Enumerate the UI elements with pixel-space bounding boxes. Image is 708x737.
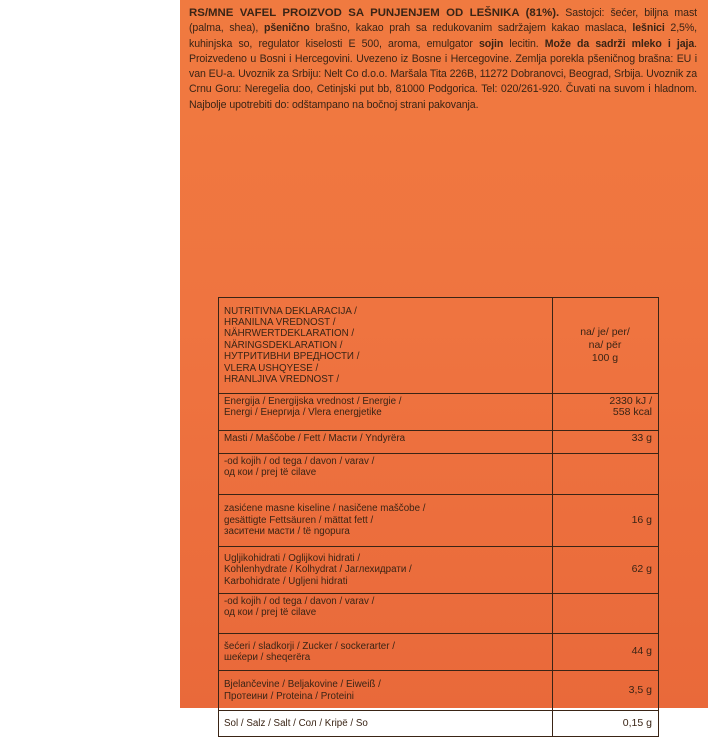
nutrient-label bbox=[219, 594, 553, 634]
ingredients-segment: lecitin. bbox=[503, 37, 545, 50]
header-line: HRANILNA VREDNOST / bbox=[224, 316, 336, 328]
unit-header bbox=[553, 298, 659, 394]
ingredients-segment: 2,5%, kuhinjska so, regulator kiselosti E 500, aroma, emulgator bbox=[189, 22, 698, 50]
nutrient-label-line: gesättigte Fettsäuren / mättat fett / bbox=[224, 514, 374, 526]
nutrient-row bbox=[219, 634, 659, 671]
ingredients-text bbox=[189, 6, 697, 113]
unit-line: 100 g bbox=[591, 352, 619, 364]
allergen-soy: sojin bbox=[478, 37, 504, 50]
product-title: RS/MNE VAFEL PROIZVOD SA PUNJENJEM OD LEŠNIKA (81%). bbox=[189, 7, 560, 19]
nutrient-label-line: Ugljikohidrati / Oglijkovi hidrati / bbox=[224, 552, 361, 564]
nutrient-label-line: Kohlenhydrate / Kolhydrat / Јаглехидрати / bbox=[224, 564, 412, 576]
unit-line: na/ për bbox=[588, 339, 622, 351]
nutrient-label-line: Sol / Salz / Salt / Сол / Kripë / So bbox=[224, 717, 368, 729]
header-line: HRANLJIVA VREDNOST / bbox=[224, 374, 340, 386]
nutrient-label-line: zasićene masne kiseline / nasičene maščobe / bbox=[224, 503, 426, 515]
nutrient-label bbox=[219, 634, 553, 671]
nutrient-label bbox=[219, 495, 553, 547]
nutrient-row bbox=[219, 711, 659, 737]
nutrient-row bbox=[219, 547, 659, 594]
nutrient-value: 3,5 g bbox=[553, 671, 659, 711]
nutrient-label-line: Energija / Energijska vrednost / Energie / bbox=[224, 396, 402, 407]
nutrient-value: 33 g bbox=[553, 431, 659, 454]
nutrient-label-line: Masti / Maščobe / Fett / Масти / Yndyrëra bbox=[224, 433, 406, 444]
unit-line: na/ je/ per/ bbox=[580, 326, 630, 338]
nutrition-header-row bbox=[219, 298, 659, 394]
ingredients-segment: . Proizvedeno u Bosni i Hercegovini. Uvezeno iz Bosne i Hercegovine. Zemlja porekla pšeničnog brašna: EU i van EU-a. Uvoznik za Srbiju: Nelt Co d.o.o. Maršala Tita 226B, 11272 Dobranovci, Beograd, Srbija. Uvoznik za Crnu Goru: Neregelia doo, Cetinjski put bb, 81000 Podgorica. Tel: 020/261-920. Čuvati na suvom i hladnom. Najbolje upotrebiti do: odštampano na bočnoj strani pakovanja. bbox=[189, 37, 698, 111]
nutrient-label-line: од кои / prej të cilave bbox=[224, 607, 317, 619]
nutrient-label-line: шеќери / sheqerëra bbox=[224, 652, 311, 663]
nutrient-value: 62 g bbox=[553, 547, 659, 594]
nutrient-row bbox=[219, 431, 659, 454]
nutrient-label bbox=[219, 454, 553, 495]
nutrient-row bbox=[219, 454, 659, 495]
nutrient-label-line: -od kojih / od tega / davon / varav / bbox=[224, 596, 375, 607]
nutrient-label bbox=[219, 671, 553, 711]
ingredients-segment: brašno, kakao prah sa redukovanim sadržajem kakao maslaca, bbox=[309, 22, 633, 35]
nutrient-label bbox=[219, 394, 553, 431]
nutrient-label-line: Karbohidrate / Ugljeni hidrati bbox=[224, 575, 348, 587]
allergen-wheat: pšenično bbox=[263, 22, 310, 35]
nutrient-row bbox=[219, 594, 659, 634]
header-line: NÄHRWERTDEKLARATION / bbox=[224, 328, 355, 340]
nutrition-rows bbox=[219, 394, 659, 737]
nutrient-label-line: Energi / Енергија / Vlera energjetike bbox=[224, 407, 382, 419]
nutrition-header bbox=[219, 298, 553, 394]
allergen-hazelnuts: lešnici bbox=[632, 22, 665, 35]
package-panel bbox=[180, 0, 708, 729]
nutrient-label-line: Протеини / Proteina / Proteini bbox=[224, 690, 354, 702]
nutrient-row bbox=[219, 394, 659, 431]
nutrition-table bbox=[218, 297, 659, 737]
nutrient-label-line: šećeri / sladkorji / Zucker / sockerarter / bbox=[224, 640, 395, 652]
nutrient-label bbox=[219, 711, 553, 737]
nutrient-label-line: заситени масти / të ngopura bbox=[224, 526, 350, 538]
header-line: НУТРИТИВНИ ВРЕДНОСТИ / bbox=[224, 351, 360, 363]
nutrient-label bbox=[219, 547, 553, 594]
allergen-warning: Može da sadrži mleko i jaja bbox=[544, 37, 695, 50]
nutrient-value bbox=[553, 594, 659, 634]
nutrient-label-line: -od kojih / od tega / davon / varav / bbox=[224, 456, 375, 467]
nutrient-value bbox=[553, 454, 659, 495]
nutrient-value: 16 g bbox=[553, 495, 659, 547]
nutrient-value: 44 g bbox=[553, 634, 659, 671]
nutrient-label-line: од кои / prej të cilave bbox=[224, 467, 317, 479]
nutrient-value: 2330 kJ / 558 kcal bbox=[553, 394, 659, 431]
nutrient-row bbox=[219, 495, 659, 547]
nutrient-label-line: Bjelančevine / Beljakovine / Eiweiß / bbox=[224, 679, 381, 691]
header-line: NUTRITIVNA DEKLARACIJA / bbox=[224, 305, 357, 317]
nutrient-value: 0,15 g bbox=[553, 711, 659, 737]
nutrient-row bbox=[219, 671, 659, 711]
header-line: VLERA USHQYESE / bbox=[224, 362, 319, 374]
nutrient-label bbox=[219, 431, 553, 454]
header-line: NÄRINGSDEKLARATION / bbox=[224, 339, 343, 351]
ingredients-segment: Sastojci: šećer, biljna mast (palma, shea), bbox=[189, 7, 697, 35]
